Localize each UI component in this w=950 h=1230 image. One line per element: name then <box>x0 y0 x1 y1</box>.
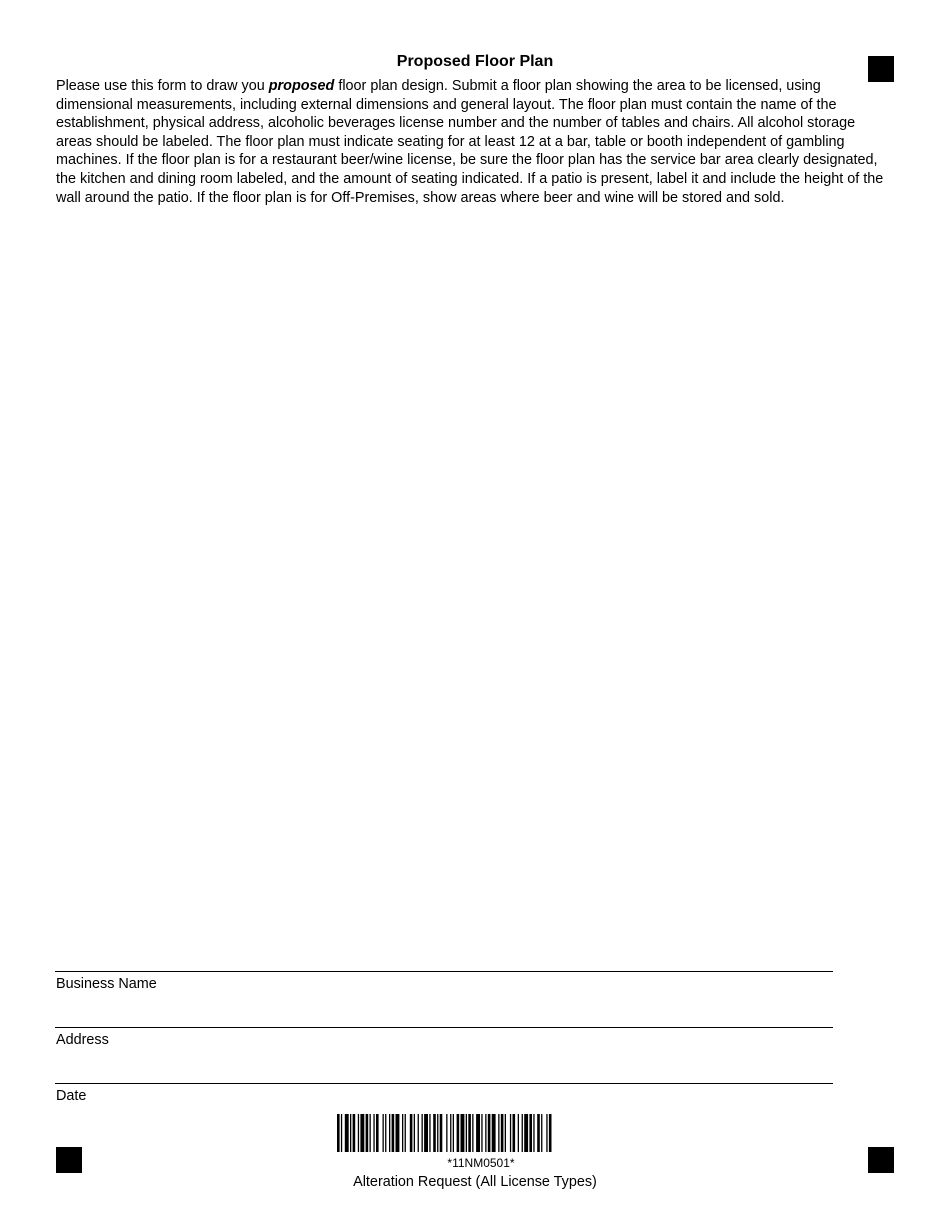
date-label: Date <box>56 1088 87 1104</box>
instructions-emphasis: proposed <box>268 78 335 94</box>
address-label: Address <box>56 1032 109 1048</box>
instructions-body: floor plan design. Submit a floor plan showing the area to be licensed, using dimensional measurements, including external dimensions and general layout. The floor plan must contain the name of the establishment, physical address, alcoholic beverages license number and the number of tables and chairs. All alcohol storage areas should be labeled. The floor plan must indicate seating for at least 12 at a bar, table or booth independent of gambling machines. If the floor plan is for a restaurant beer/wine license, be sure the floor plan has the service bar area clearly designated, the kitchen and dining room labeled, and the amount of seating indicated. If a patio is present, label it and include the height of the wall around the patio. If the floor plan is for Off-Premises, show areas where beer and wine will be stored and sold. <box>56 78 884 206</box>
date-line[interactable] <box>55 1083 833 1084</box>
barcode-text: *11NM0501* <box>447 1156 515 1170</box>
registration-mark-bottom-right <box>868 1147 894 1173</box>
registration-mark-bottom-left <box>56 1147 82 1173</box>
barcode <box>337 1114 623 1152</box>
address-line[interactable] <box>55 1027 833 1028</box>
page-title: Proposed Floor Plan <box>396 53 554 70</box>
business-name-label: Business Name <box>56 976 157 992</box>
form-name: Alteration Request (All License Types) <box>353 1174 597 1190</box>
instructions-paragraph <box>56 77 892 207</box>
business-name-line[interactable] <box>55 971 833 972</box>
instructions-lead: Please use this form to draw you <box>56 78 269 94</box>
